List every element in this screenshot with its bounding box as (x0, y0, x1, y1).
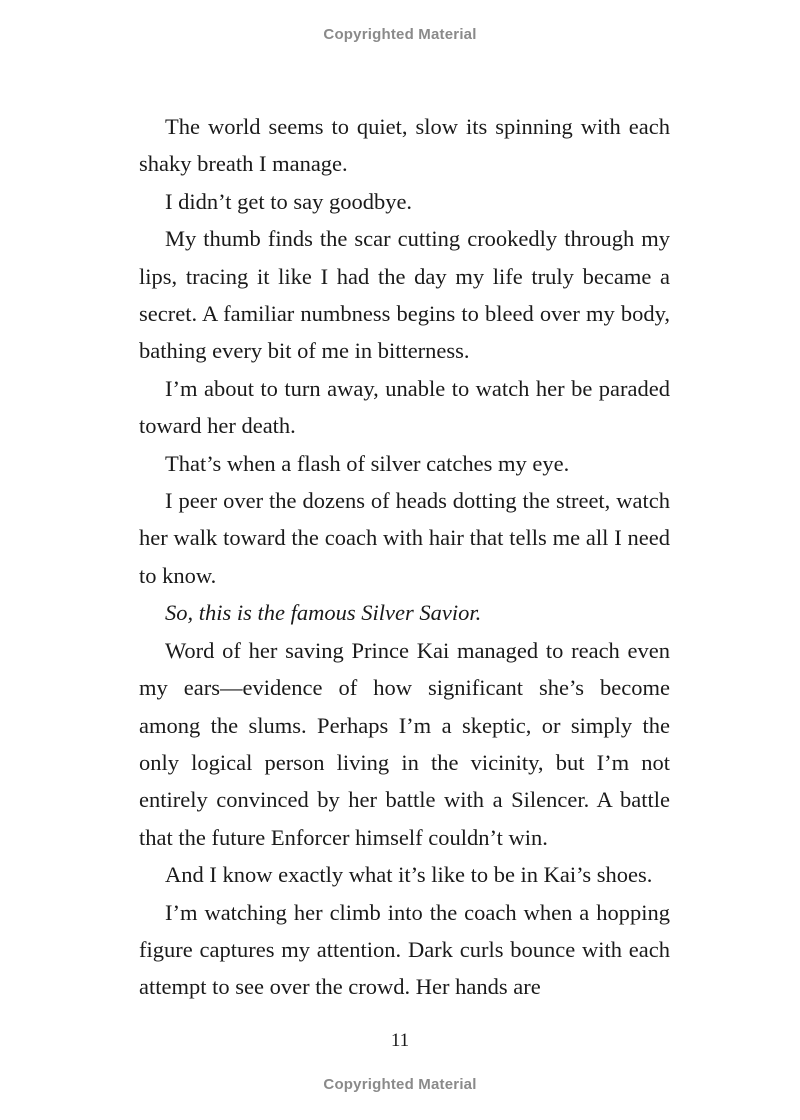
page-number: 11 (390, 1030, 410, 1051)
italic-thought-paragraph: So, this is the famous Silver Savior. (165, 600, 482, 626)
paragraph: I peer over the dozens of heads dotting the street, watch her walk toward the coach with hair that tells me all I need to know. (139, 488, 670, 588)
paragraph: The world seems to quiet, slow its spinning with each shaky breath I manage. (139, 114, 670, 177)
paragraph: My thumb finds the scar cutting crookedly through my lips, tracing it like I had the day my life truly became a secret. A familiar numbness begins to bleed over my body, bathing every bit of me in bitterness. (139, 226, 670, 364)
page-body (139, 108, 670, 1006)
paragraph: Word of her saving Prince Kai managed to reach even my ears—evidence of how significant she’s become among the slums. Perhaps I’m a skeptic, or simply the only logical person living in the vicinity, but I’m not entirely convinced by her battle with a Silencer. A battle that the future Enforcer himself couldn’t win. (139, 637, 670, 850)
paragraph: And I know exactly what it’s like to be in Kai’s shoes. (165, 862, 653, 888)
copyright-watermark-top: Copyrighted Material (323, 26, 477, 43)
copyright-watermark-bottom: Copyrighted Material (323, 1076, 477, 1093)
paragraph: That’s when a flash of silver catches my eye. (165, 450, 570, 476)
paragraph: I didn’t get to say goodbye. (165, 188, 413, 214)
paragraph-last: I’m watching her climb into the coach when a hopping figure captures my attention. Dark curls bounce with each attempt to see over the crowd. Her hands are (139, 899, 670, 1000)
paragraph: I’m about to turn away, unable to watch her be paraded toward her death. (139, 375, 670, 439)
